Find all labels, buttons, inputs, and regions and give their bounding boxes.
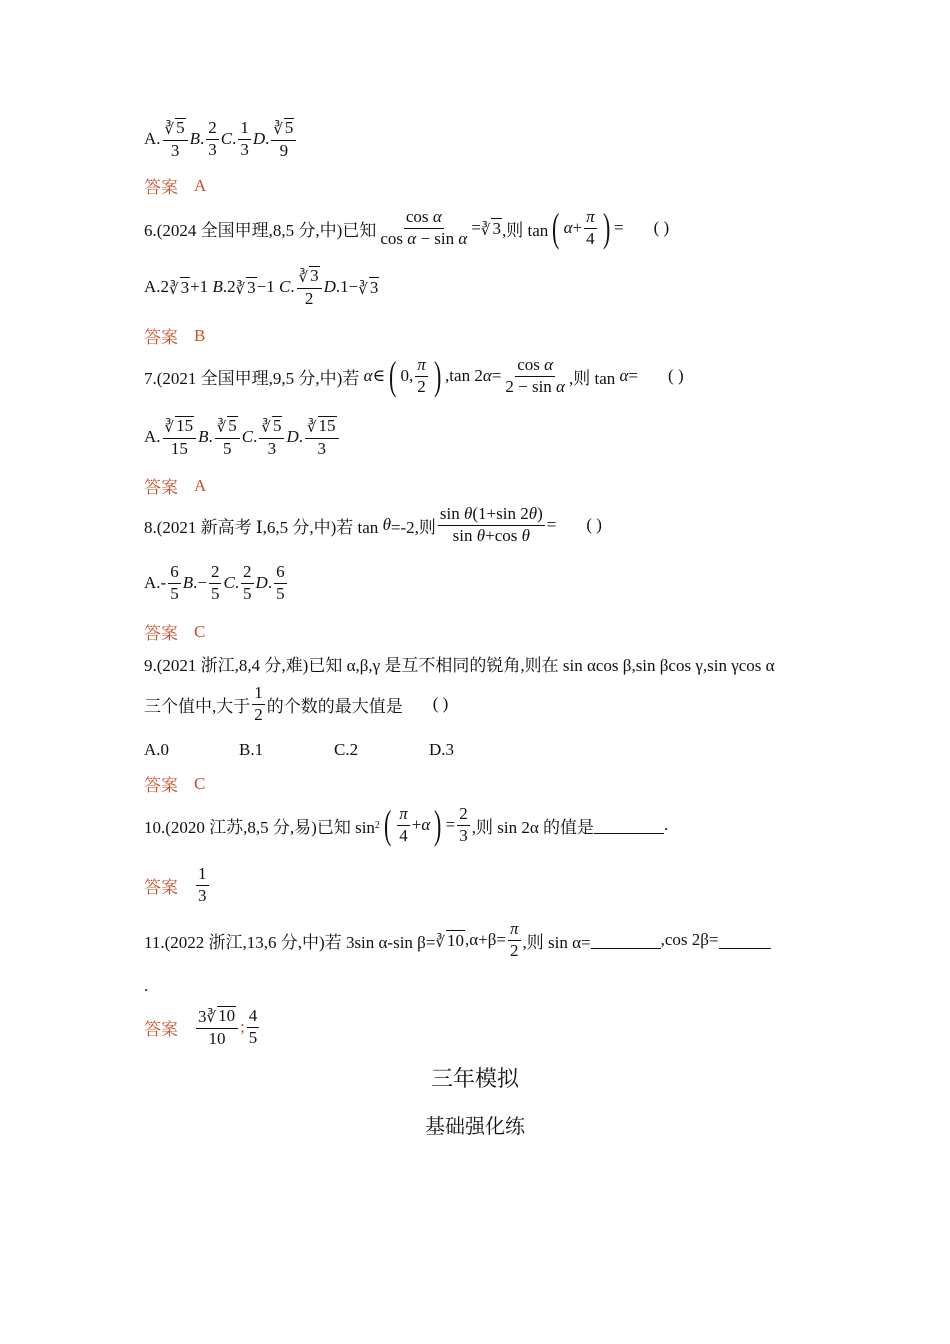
question-10: 10.(2020 江苏,8,5 分,易)已知 sin 2 ( π 4 + α ) = $\frac{2}{3}$ ,则 sin 2α 的值是 . (144, 802, 669, 848)
q6-options: A.2 ∛ 3 +1 B .2 ∛ 3 −1 C . ∛ 3 2 D .1− ∛ 3 (144, 266, 379, 308)
q7-answer: 答案 A (144, 475, 207, 497)
fill-blank (594, 817, 664, 834)
question-11: 11.(2022 浙江,13,6 分,中)若 3sin α-sin β= ∛ 10 ,α+β= $\frac{\pi}{2}$ ,则 sin α= ,cos 2β= (144, 920, 771, 960)
fraction: 3 ∛ 10 10 (196, 1006, 238, 1049)
fraction: ∛ 5 5 (215, 416, 240, 459)
question-9-line2: 三个值中,大于 1 2 的个数的最大值是 ( ) (144, 683, 449, 724)
fraction: ∛ 5 9 (271, 118, 296, 161)
fraction: $\frac{\pi}{2}$ (509, 919, 519, 960)
fraction: ∛ 5 3 (259, 416, 284, 459)
fraction: $\frac{\text{cos α}}{\text{cos α − sin α}}$ (380, 207, 468, 248)
fraction: $\frac{\text{cos α}}{\text{2 − sin α}}$ (505, 355, 565, 396)
fraction: ∛ 5 3 (163, 118, 188, 161)
option-c: C.2 (334, 740, 359, 759)
option-b: B.1 (239, 740, 264, 759)
q8-options: A.- 6 5 B .− $\frac{2}{5}$ C . 2 5 D . 6 5 (144, 562, 285, 603)
question-6: 6.(2024 全国甲理,8,5 分,中)已知 $\frac{\text{cos α}}{\text{cos α − sin α}}$ = ∛ 3 ,则 tan ( α + π 4 ) = ( ) (144, 205, 670, 251)
q7-options: A. ∛ 15 15 B . ∛ 5 5 C . ∛ 5 3 D . ∛ 15 3 (144, 416, 341, 459)
q5-options: A. ∛ 5 3 B . 2 3 C . 1 3 D . ∛ 5 9 (144, 118, 298, 161)
fraction: 4 5 (248, 1006, 258, 1047)
fraction: 1 2 (254, 683, 263, 724)
fraction: π 4 (399, 804, 408, 845)
fraction: 6 5 (276, 562, 285, 603)
fraction: 6 5 (170, 562, 179, 603)
question-9-line1: 9.(2021 浙江,8,4 分,难)已知 α,β,γ 是互不相同的锐角,则在 sin αcos β,sin βcos γ,sin γcos α (144, 656, 775, 675)
q9-answer: 答案 C (144, 773, 206, 795)
option-a: A.0 (144, 740, 170, 759)
fraction: 2 3 (208, 118, 217, 159)
option-d: D.3 (429, 740, 455, 759)
fraction: π 2 (417, 355, 426, 396)
fraction: ∛ 3 2 (297, 266, 322, 309)
fraction: ∛ 15 15 (163, 416, 197, 459)
section-subtitle: 基础强化练 (425, 1114, 525, 1138)
answer-bracket: ( ) (653, 218, 670, 238)
q10-answer: 答案 1 3 (144, 864, 207, 905)
fraction: π 4 (586, 207, 595, 248)
q6-answer: 答案 B (144, 325, 206, 347)
fraction: $\frac{2}{3}$ (459, 804, 468, 845)
fraction: 1 3 (198, 864, 207, 905)
question-7: 7.(2021 全国甲理,9,5 分,中)若 α ∈ ( 0, π 2 ) ,tan 2 α = $\frac{\text{cos α}}{\text{2 − sin α}}$ ,则 tan α = ( ) (144, 353, 684, 399)
q11-dot: . (144, 976, 149, 995)
q9-options (144, 740, 524, 760)
q5-answer: 答案 A (144, 175, 207, 197)
fraction: $\frac{\text{sin θ(1+sin 2θ)}}{\text{sin θ+cos θ}}$ (439, 504, 543, 545)
answer-bracket: ( ) (586, 515, 602, 535)
q11-answer: 答案 3 ∛ 10 10 ; 4 5 (144, 1006, 258, 1048)
fraction: $\frac{2}{5}$ (210, 562, 220, 603)
q8-answer: 答案 C (144, 621, 206, 643)
answer-bracket: ( ) (432, 694, 449, 714)
answer-bracket: ( ) (668, 366, 684, 386)
section-title: 三年模拟 (430, 1067, 519, 1092)
question-8: 8.(2021 新高考 Ⅰ,6,5 分,中)若 tan θ =-2,则 $\frac{\text{sin θ(1+sin 2θ)}}{\text{sin θ+cos θ}}$ = ( ) (144, 504, 602, 545)
fraction: ∛ 15 3 (305, 416, 339, 459)
fill-blank (719, 932, 771, 949)
fraction: 1 3 (240, 118, 249, 159)
fill-blank (591, 932, 661, 949)
fraction: 2 5 (243, 562, 252, 603)
